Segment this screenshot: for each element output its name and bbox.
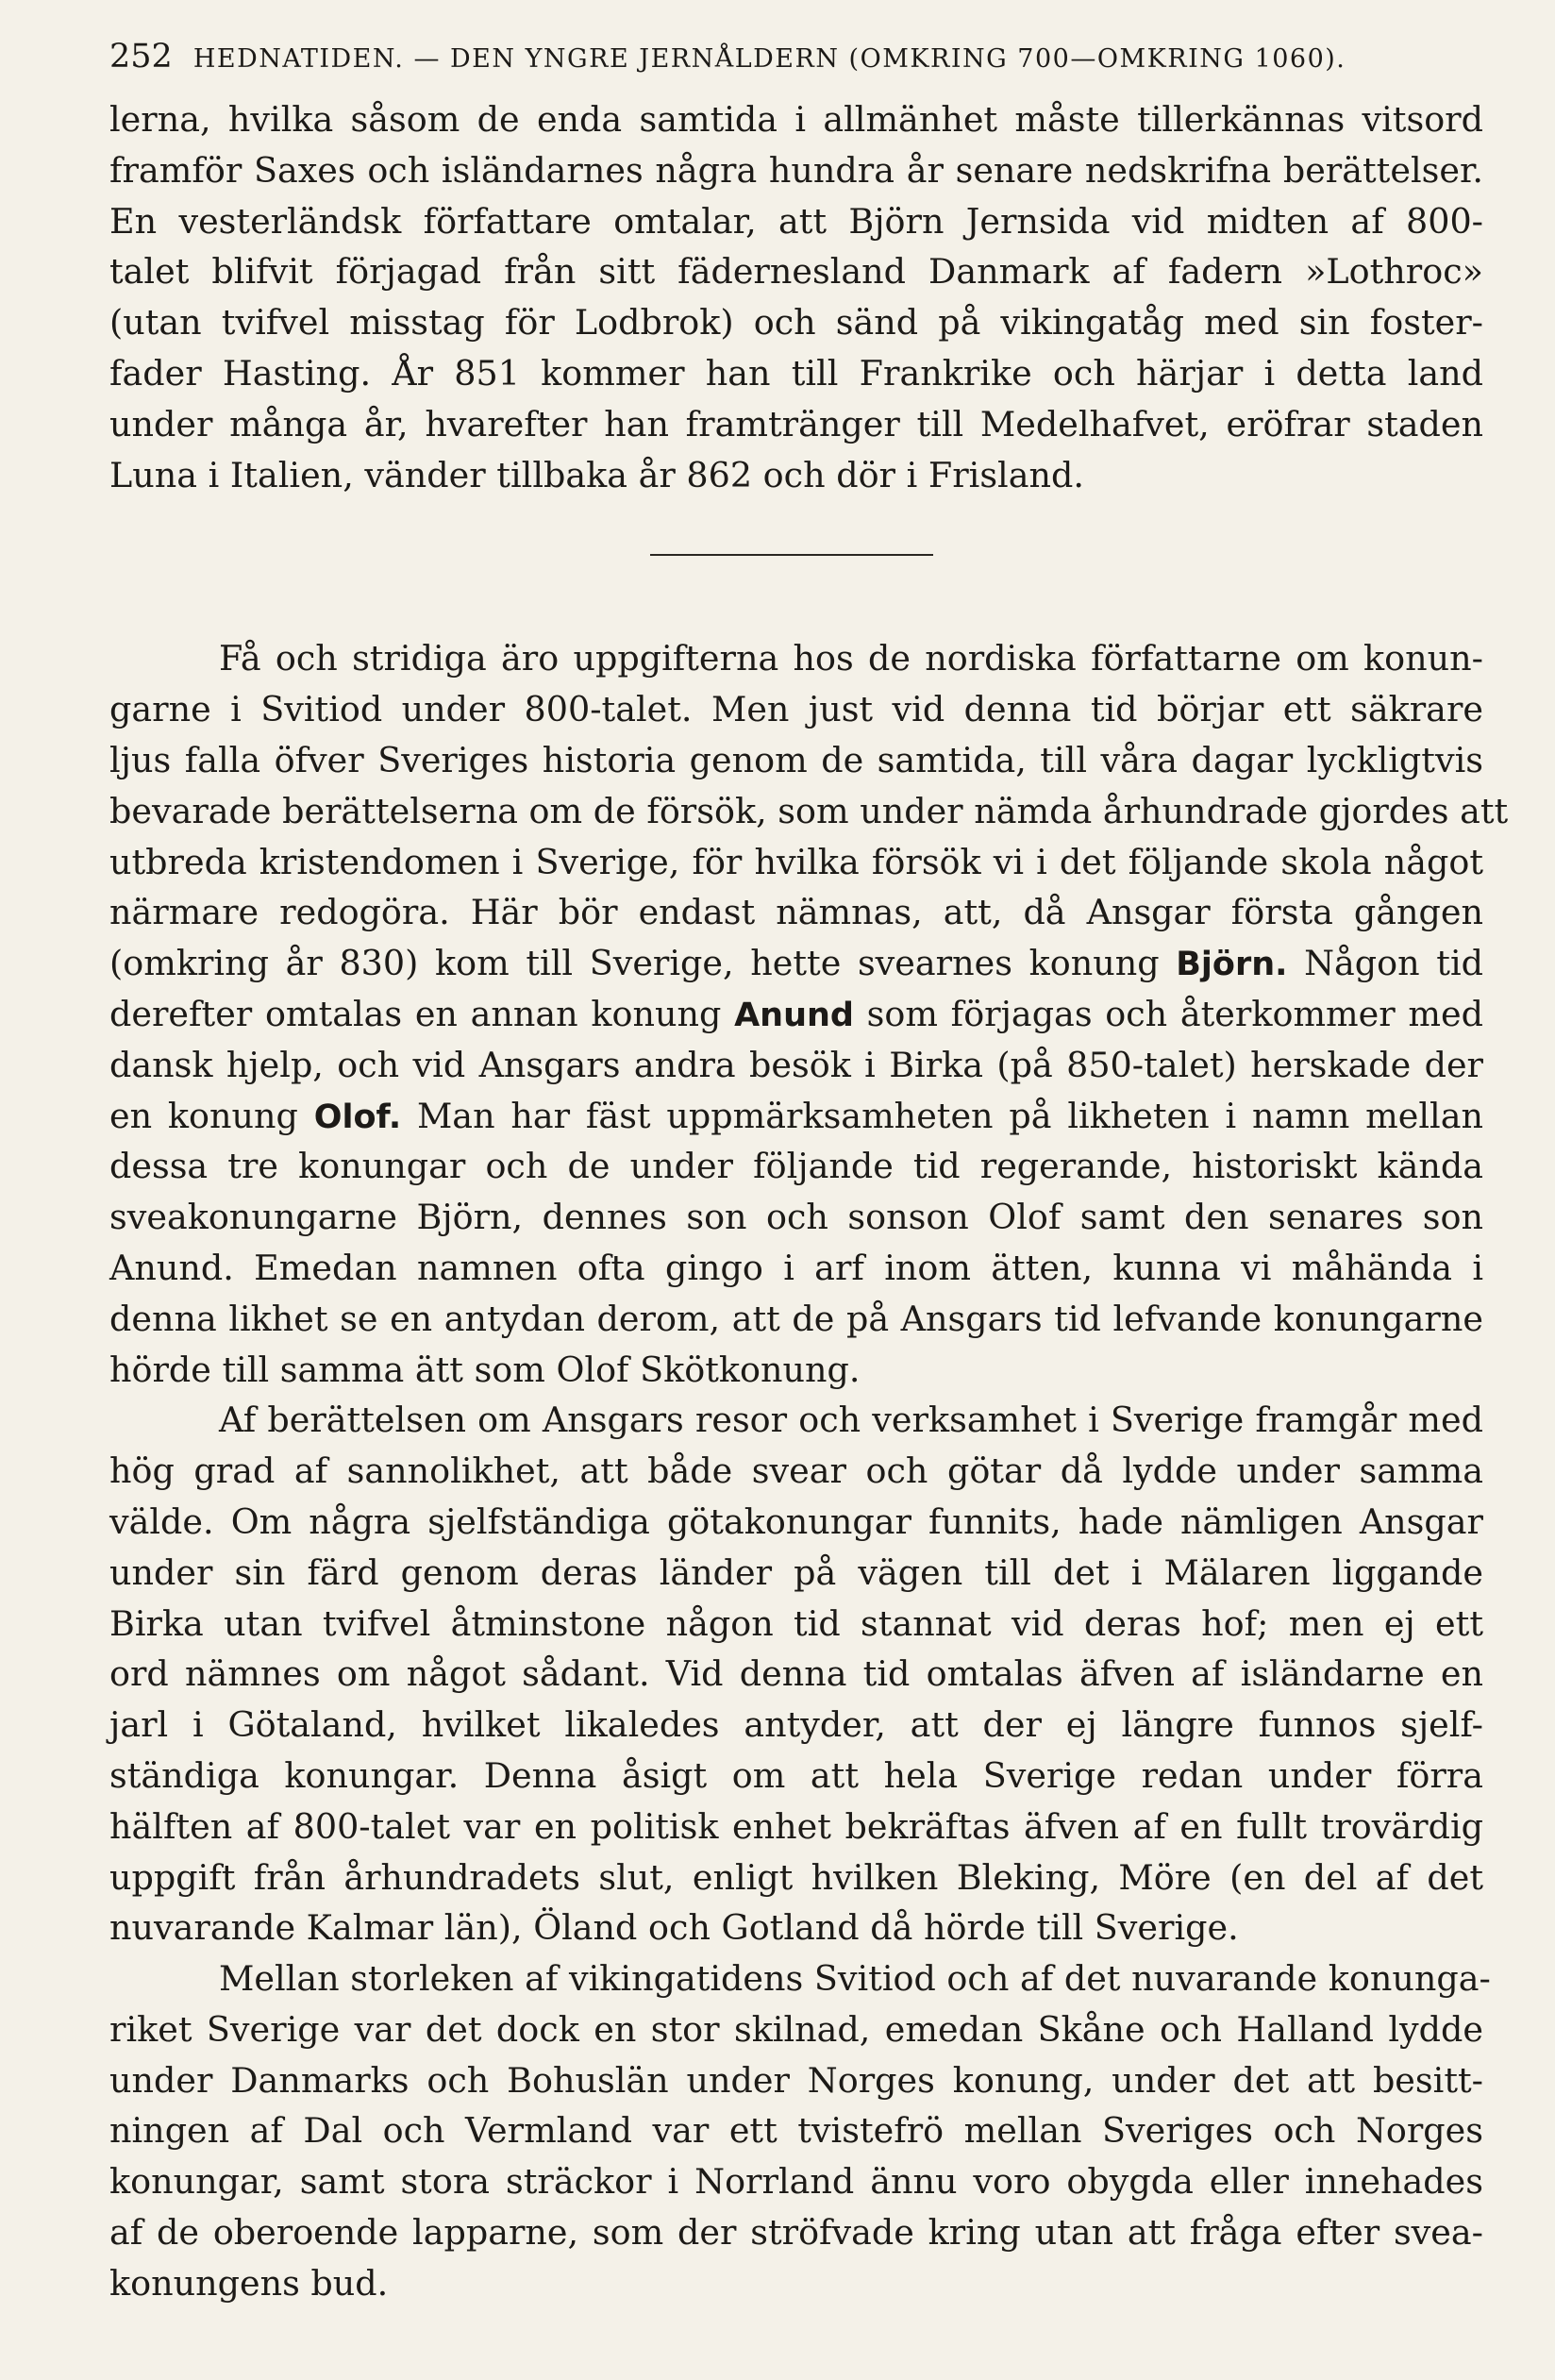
paragraph-3 <box>109 1395 1483 1953</box>
text-run: derefter omtalas en annan konung <box>109 993 735 1034</box>
text-line: ständiga konungar. Denna åsigt om att hela Sverige redan under förra <box>109 1754 1483 1796</box>
text-run: Man har fäst uppmärksamheten på likheten i namn mellan <box>401 1095 1483 1136</box>
text-line: ord nämnes om något sådant. Vid denna tid omtalas äfven af isländarne en <box>109 1653 1483 1695</box>
king-name-olof: Olof. <box>313 1098 402 1136</box>
text-line <box>109 989 1483 1040</box>
text-line: fader Hasting. År 851 kommer han till Frankrike och härjar i detta land <box>109 352 1483 394</box>
text-line: hälften af 800-talet var en politisk enhet bekräftas äfven af en fullt trovärdig <box>109 1805 1483 1847</box>
paragraph-1 <box>109 94 1483 500</box>
text-line: välde. Om några sjelfständiga götakonungar funnits, hade nämligen Ansgar <box>109 1500 1483 1542</box>
text-line: under sin färd genom deras länder på vägen till det i Mälaren liggande <box>109 1551 1483 1593</box>
spacer <box>109 556 1483 633</box>
text-line <box>109 1091 1483 1142</box>
text-line: denna likhet se en antydan derom, att de på Ansgars tid lefvande konungarne <box>109 1298 1483 1339</box>
text-line: närmare redogöra. Här bör endast nämnas, att, då Ansgar första gången <box>109 892 1483 933</box>
text-line: hörde till samma ätt som Olof Skötkonung. <box>109 1349 861 1390</box>
text-line: ningen af Dal och Vermland var ett tvistefrö mellan Sveriges och Norges <box>109 2110 1483 2152</box>
text-line: dessa tre konungar och de under följande tid regerande, historiskt kända <box>109 1146 1483 1187</box>
text-line: under många år, hvarefter han framtränger till Medelhafvet, eröfrar staden <box>109 403 1483 444</box>
text-run: (omkring år 830) kom till Sverige, hette svearnes konung <box>109 943 1177 984</box>
page-number: 252 <box>109 38 173 75</box>
text-line: lerna, hvilka såsom de enda samtida i allmänhet måste tillerkännas vitsord <box>109 99 1483 140</box>
text-line: bevarade berättelserna om de försök, som under nämda århundrade gjordes att <box>109 790 1509 831</box>
text-line: En vesterländsk författare omtalar, att Björn Jernsida vid midten af 800- <box>109 200 1483 242</box>
text-line: uppgift från århundradets slut, enligt hvilken Bleking, Möre (en del af det <box>109 1856 1483 1898</box>
running-head <box>109 38 1483 94</box>
text-line: jarl i Götaland, hvilket likaledes antyder, att der ej längre funnos sjelf- <box>109 1704 1483 1746</box>
text-line: af de oberoende lapparne, som der ströfvade kring utan att fråga efter svea- <box>109 2212 1483 2254</box>
king-name-anund: Anund <box>734 996 854 1034</box>
text-line: ljus falla öfver Sveriges historia genom de samtida, till våra dagar lyckligtvis <box>109 739 1483 780</box>
text-line: dansk hjelp, och vid Ansgars andra besök i Birka (på 850-talet) herskade der <box>109 1044 1483 1085</box>
text-line: (utan tvifvel misstag för Lodbrok) och sänd på vikingatåg med sin foster- <box>109 302 1483 344</box>
text-line: sveakonungarne Björn, dennes son och sonson Olof samt den senares son <box>109 1197 1483 1238</box>
paragraph-4 <box>109 1953 1491 2309</box>
text-line: riket Sverige var det dock en stor skilnad, emedan Skåne och Halland lydde <box>109 2008 1483 2050</box>
text-line <box>109 938 1483 989</box>
running-title: HEDNATIDEN. — DEN YNGRE JERNÅLDERN (OMKRING 700—OMKRING 1060). <box>192 44 1346 74</box>
text-line: Af berättelsen om Ansgars resor och verksamhet i Sverige framgår med <box>219 1400 1483 1441</box>
text-line: Mellan storleken af vikingatidens Svitiod och af det nuvarande konunga- <box>219 1958 1491 2000</box>
text-line: hög grad af sannolikhet, att både svear och götar då lydde under samma <box>109 1450 1483 1492</box>
text-line: nuvarande Kalmar län), Öland och Gotland då hörde till Sverige. <box>109 1907 1239 1949</box>
text-line: konungar, samt stora sträckor i Norrland ännu voro obygda eller innehades <box>109 2161 1483 2203</box>
text-line: Anund. Emedan namnen ofta gingo i arf inom ätten, kunna vi måhända i <box>109 1247 1483 1288</box>
text-line: framför Saxes och isländarnes några hundra år senare nedskrifna berättelser. <box>109 149 1483 191</box>
text-run: som förjagas och återkommer med <box>853 993 1483 1034</box>
text-line: Få och stridiga äro uppgifterna hos de nordiska författarne om konun- <box>219 638 1483 679</box>
text-line: talet blifvit förjagad från sitt fädernesland Danmark af fadern »Lothroc» <box>109 251 1483 293</box>
text-line: Birka utan tvifvel åtminstone någon tid stannat vid deras hof; men ej ett <box>109 1602 1483 1644</box>
text-line: utbreda kristendomen i Sverige, för hvilka försök vi i det följande skola något <box>109 841 1483 882</box>
text-line: konungens bud. <box>109 2262 389 2304</box>
text-run: Någon tid <box>1287 943 1483 984</box>
paragraph-2 <box>109 633 1509 1395</box>
text-line: garne i Svitiod under 800-talet. Men just vid denna tid börjar ett säkrare <box>109 689 1483 730</box>
king-name-bjorn: Björn. <box>1176 946 1288 984</box>
book-page <box>109 38 1509 2309</box>
text-line: Luna i Italien, vänder tillbaka år 862 och dör i Frisland. <box>109 454 1084 495</box>
text-run: en konung <box>109 1095 314 1136</box>
text-line: under Danmarks och Bohuslän under Norges konung, under det att besitt- <box>109 2059 1483 2101</box>
